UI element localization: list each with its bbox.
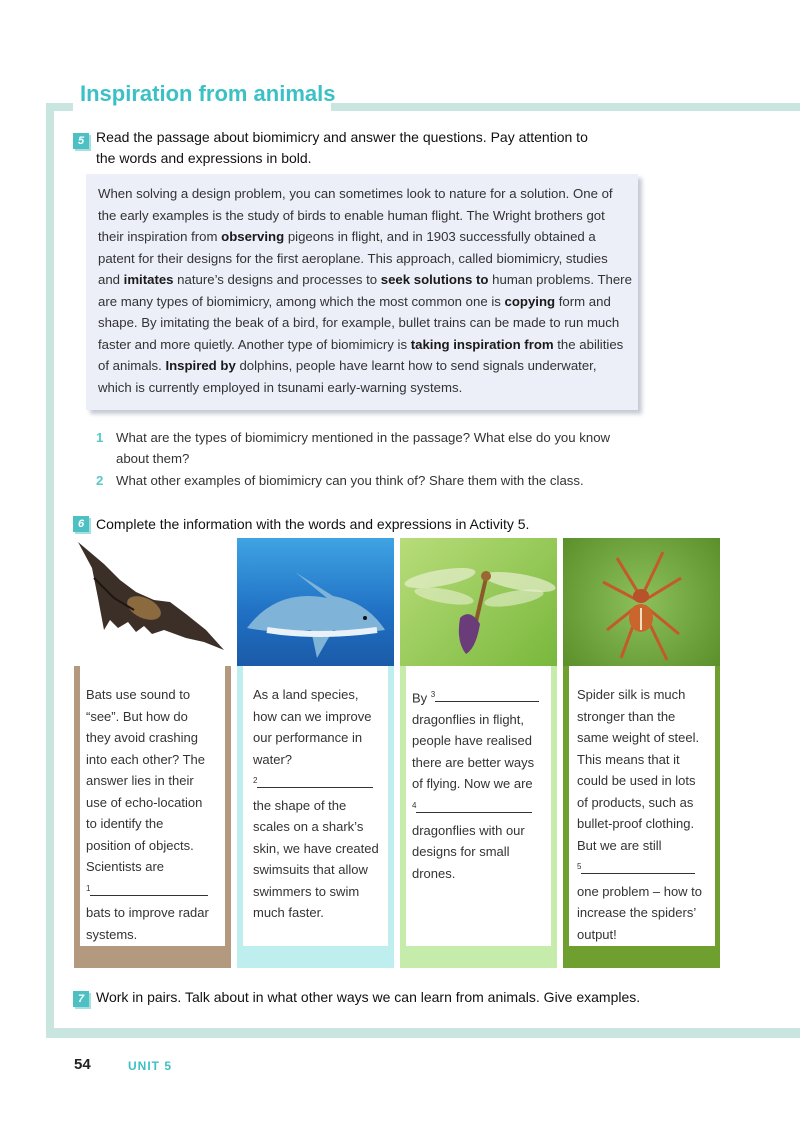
card-line: the shape of the bbox=[253, 797, 347, 813]
spider-card-text bbox=[577, 684, 713, 945]
passage-bold-phrase: taking inspiration from bbox=[410, 336, 554, 352]
card-line: skin, we have created bbox=[253, 840, 379, 856]
question-number: 2 bbox=[96, 473, 104, 488]
blank-number: 4 bbox=[412, 800, 417, 810]
blank-line[interactable] bbox=[416, 798, 532, 813]
passage-segment: nature’s designs and processes to bbox=[173, 272, 381, 287]
card-line: Spider silk is much bbox=[577, 687, 686, 702]
card-line: our performance in bbox=[253, 730, 363, 745]
activity-7-instruction: Work in pairs. Talk about in what other ways we can learn from animals. Give examples. bbox=[96, 989, 641, 1005]
card-line: This means that it bbox=[577, 751, 680, 767]
card-line: water? bbox=[253, 751, 293, 767]
passage-segment: human problems. There are many types of biomimicry, among which the most common one is bbox=[98, 272, 632, 309]
card-line: bats to improve radar bbox=[86, 905, 209, 921]
spider-photo bbox=[563, 538, 720, 666]
question-number: 1 bbox=[96, 430, 104, 445]
passage-bold-phrase: Inspired by bbox=[165, 358, 236, 373]
card-line: could be used in lots bbox=[577, 773, 696, 788]
card-line: swimsuits that allow bbox=[253, 862, 368, 878]
blank-5[interactable] bbox=[577, 856, 713, 881]
card-line: bullet-proof clothing. bbox=[577, 816, 695, 831]
card-line: of products, such as bbox=[577, 794, 694, 810]
blank-number: 5 bbox=[577, 862, 582, 871]
bat-photo bbox=[74, 538, 231, 666]
activity-7-number: 7 bbox=[73, 991, 89, 1007]
passage-segment: dolphins, people have learnt how to send signals underwater, which is currently employed in tsunami early-warning systems. bbox=[98, 358, 597, 395]
card-line: of flying. Now we are bbox=[412, 776, 533, 792]
blank-number: 1 bbox=[86, 883, 91, 893]
card-line: By bbox=[412, 690, 428, 706]
card-line: much faster. bbox=[253, 905, 324, 921]
question-text-cont: about them? bbox=[116, 451, 190, 466]
blank-line[interactable] bbox=[257, 773, 373, 788]
card-line: answer lies in their bbox=[86, 773, 194, 788]
shark-card-text bbox=[253, 684, 385, 924]
card-line: they avoid crashing bbox=[86, 730, 199, 745]
card-line: use of echo-location bbox=[86, 794, 203, 810]
card-line: stronger than the bbox=[577, 708, 676, 724]
question-text: What other examples of biomimicry can you think of? Share them with the class. bbox=[116, 473, 584, 488]
card-line: dragonflies with our bbox=[412, 822, 525, 838]
shark-icon bbox=[237, 538, 394, 666]
passage-segment: the abilities of animals. bbox=[98, 336, 624, 373]
card-line: As a land species, bbox=[253, 687, 359, 702]
activity-5-instruction-line2: the words and expressions in bold. bbox=[96, 150, 312, 166]
card-line: same weight of steel. bbox=[577, 730, 700, 745]
activity-5-number: 5 bbox=[73, 133, 89, 149]
dragonfly-card-text bbox=[412, 684, 550, 884]
blank-line[interactable] bbox=[581, 859, 695, 874]
blank-line[interactable] bbox=[90, 881, 208, 896]
card-line: increase the spiders’ bbox=[577, 905, 697, 921]
page-number: 54 bbox=[74, 1056, 91, 1073]
passage-segment: pigeons in flight, and in 1903 successfully obtained a patent for their designs for the first aeroplane. This approach, called biomimicry, studies and bbox=[98, 229, 608, 287]
section-title: Inspiration from animals bbox=[80, 81, 336, 106]
card-line: scales on a shark’s bbox=[253, 819, 364, 835]
card-line: drones. bbox=[412, 865, 456, 881]
passage-bold-phrase: imitates bbox=[123, 272, 174, 287]
passage-bold-phrase: seek solutions to bbox=[380, 272, 489, 287]
card-line: one problem – how to bbox=[577, 883, 703, 899]
card-line: Bats use sound to bbox=[86, 687, 191, 702]
card-line: systems. bbox=[86, 926, 138, 942]
spider-icon bbox=[563, 538, 720, 666]
card-line: “see”. But how do bbox=[86, 708, 188, 724]
card-line: into each other? The bbox=[86, 751, 206, 767]
activity-6-instruction: Complete the information with the words and expressions in Activity 5. bbox=[96, 516, 530, 532]
passage-segment: When solving a design problem, you can sometimes look to nature for a solution. One of the early examples is the study of birds to enable human flight. The Wright brothers got their inspiration from bbox=[98, 186, 613, 244]
blank-number: 2 bbox=[253, 776, 258, 785]
passage-segment: form and shape. By imitating the beak of a bird, for example, bullet trains can be made to run much faster and more quietly. Another type of biomimicry is bbox=[98, 293, 620, 352]
bat-card-text bbox=[86, 684, 226, 945]
question-text: What are the types of biomimicry mentioned in the passage? What else do you know bbox=[116, 430, 611, 445]
blank-2[interactable] bbox=[253, 770, 385, 795]
bat-icon bbox=[74, 538, 231, 666]
activity-5-instruction-line1: Read the passage about biomimicry and answer the questions. Pay attention to bbox=[96, 129, 588, 145]
blank-4[interactable] bbox=[412, 795, 550, 820]
blank-line[interactable] bbox=[435, 687, 539, 702]
shark-photo bbox=[237, 538, 394, 666]
card-line: swimmers to swim bbox=[253, 883, 360, 899]
card-line: position of objects. bbox=[86, 837, 194, 853]
card-line: to identify the bbox=[86, 816, 164, 831]
card-line: But we are still bbox=[577, 837, 662, 853]
card-line: there are better ways bbox=[412, 754, 535, 770]
question-1 bbox=[96, 427, 636, 469]
blank-3[interactable] bbox=[412, 684, 550, 709]
blank-number: 3 bbox=[430, 690, 436, 699]
dragonfly-photo bbox=[400, 538, 557, 666]
card-line: designs for small bbox=[412, 844, 510, 860]
card-line: Scientists are bbox=[86, 859, 165, 874]
dragonfly-icon bbox=[400, 538, 557, 666]
passage-bold-phrase: observing bbox=[221, 229, 285, 244]
question-2 bbox=[96, 470, 636, 491]
card-line: output! bbox=[577, 926, 617, 942]
passage-bold-phrase: copying bbox=[504, 293, 556, 309]
card-line: people have realised bbox=[412, 733, 532, 749]
passage-text bbox=[98, 183, 632, 398]
activity-6-number: 6 bbox=[73, 516, 89, 532]
blank-1[interactable] bbox=[86, 878, 226, 903]
card-line: dragonflies in flight, bbox=[412, 711, 525, 727]
unit-label: UNIT 5 bbox=[128, 1059, 173, 1073]
card-line: how can we improve bbox=[253, 708, 372, 724]
